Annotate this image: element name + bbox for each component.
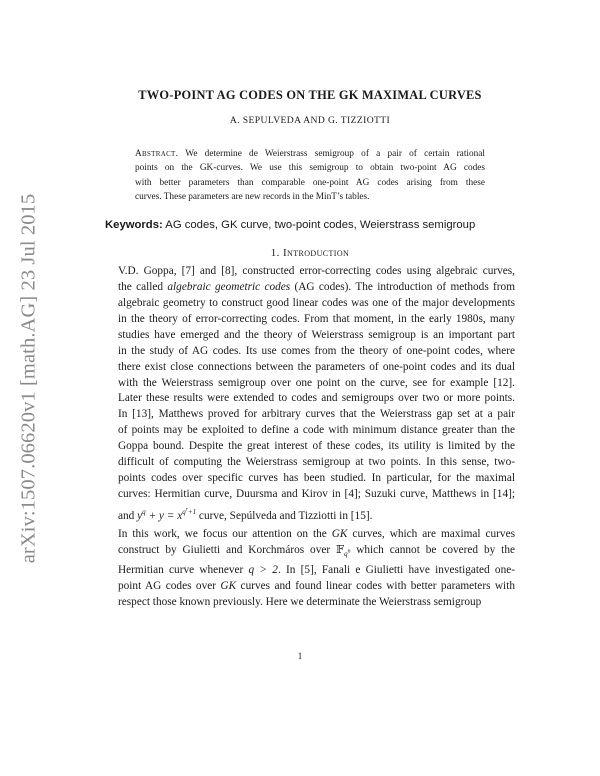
- text-line: Goppa bound. Despite the great interest of these codes, its utility is limited by the: [118, 440, 515, 453]
- body-text: [105, 264, 515, 610]
- text-line: point AG codes over GK curves and found linear codes with better parameters with: [118, 579, 515, 592]
- keywords-text: AG codes, GK curve, two-point codes, Weierstrass semigroup: [162, 219, 476, 232]
- text-line: Later these results were extended to codes and semigroups over two or more points.: [118, 392, 515, 405]
- curve-equation: $y^q + y = x^{q^r+1}$: [137, 506, 197, 522]
- text-line: In this work, we focus our attention on the GK curves, which are maximal curves: [118, 527, 515, 540]
- section-heading: [105, 247, 515, 259]
- arxiv-identifier-text: arXiv:1507.06620v1 [math.AG] 23 Jul 2015: [17, 193, 40, 563]
- abstract-label: Abstract.: [135, 149, 179, 159]
- keywords: [105, 218, 515, 233]
- text-line: In [13], Matthews proved for arbitrary curves that the Weierstrass gap set at a pair: [118, 408, 515, 421]
- italic-term: algebraic geometric codes: [167, 281, 291, 294]
- text-line: in the theory of error-correcting codes. From that moment, in the early 1980s, many: [118, 312, 515, 325]
- text-line: V.D. Goppa, [7] and [8], constructed error-correcting codes using algebraic curves,: [118, 265, 515, 278]
- paper-authors: A. SEPULVEDA AND G. TIZZIOTTI: [229, 115, 391, 126]
- section-title: Introduction: [282, 247, 350, 260]
- text-line: points codes over specific curves has been studied. In particular, for the maximal: [118, 471, 515, 484]
- paper-title: TWO-POINT AG CODES ON THE GK MAXIMAL CURVES: [138, 88, 482, 102]
- keywords-label: Keywords:: [105, 219, 163, 232]
- text-line: difficult of computing the Weierstrass semigroup at two points. In this sense, two-: [118, 456, 515, 469]
- text-line: algebraic geometry to construct good linear codes was one of the major developments: [118, 297, 515, 309]
- paragraph: [105, 527, 515, 611]
- abstract-line: curves. These parameters are new records in the MinT’s tables.: [135, 191, 370, 202]
- finite-field-symbol: 𝔽$_{q^6}$: [336, 543, 351, 558]
- paper-page: [105, 88, 515, 611]
- text-line: the called algebraic geometric codes (AG codes). The introduction of methods from: [118, 281, 515, 294]
- section-number: 1.: [270, 247, 280, 260]
- text-line: in the study of AG codes. Its use comes from the theory of one-point codes, where: [118, 344, 515, 357]
- text-line: and $y^q + y = x^{q^r+1}$ curve, Sepúlveda and Tizziotti in [15].: [118, 506, 373, 522]
- page-number: 1: [297, 651, 303, 661]
- text-line: Hermitian curve whenever q > 2. In [5], Fanali e Giulietti have investigated one-: [118, 563, 515, 576]
- abstract-line: We determine de Weierstrass semigroup of a pair of certain rational: [178, 149, 485, 159]
- text-line: construct by Giulietti and Korchmáros over 𝔽$_{q^6}$ which cannot be covered by the: [118, 543, 515, 558]
- arxiv-identifier-stamp: [14, 168, 44, 588]
- text-line: of points may be exploited to define a code with minimum distance greater than the: [118, 424, 515, 437]
- paragraph: [105, 264, 515, 525]
- abstract: [135, 147, 485, 204]
- text-line: respect those known previously. Here we determinate the Weierstrass semigroup: [118, 595, 482, 608]
- abstract-line: points on the GK-curves. We use this semigroup to obtain two-point AG codes: [135, 163, 485, 174]
- text-line: curves: Hermitian curve, Duursma and Kirov in [4]; Suzuki curve, Matthews in [14];: [118, 487, 515, 500]
- text-line: there exist close connections between the parameters of one-point codes and its dual: [118, 360, 515, 373]
- text-line: with the Weierstrass semigroup over one point on the curve, see for example [12].: [118, 376, 515, 389]
- text-line: studies have emerged and the theory of Weierstrass semigroup is an important part: [118, 328, 515, 341]
- abstract-line: with better parameters than comparable one-point AG codes arising from these: [135, 177, 485, 188]
